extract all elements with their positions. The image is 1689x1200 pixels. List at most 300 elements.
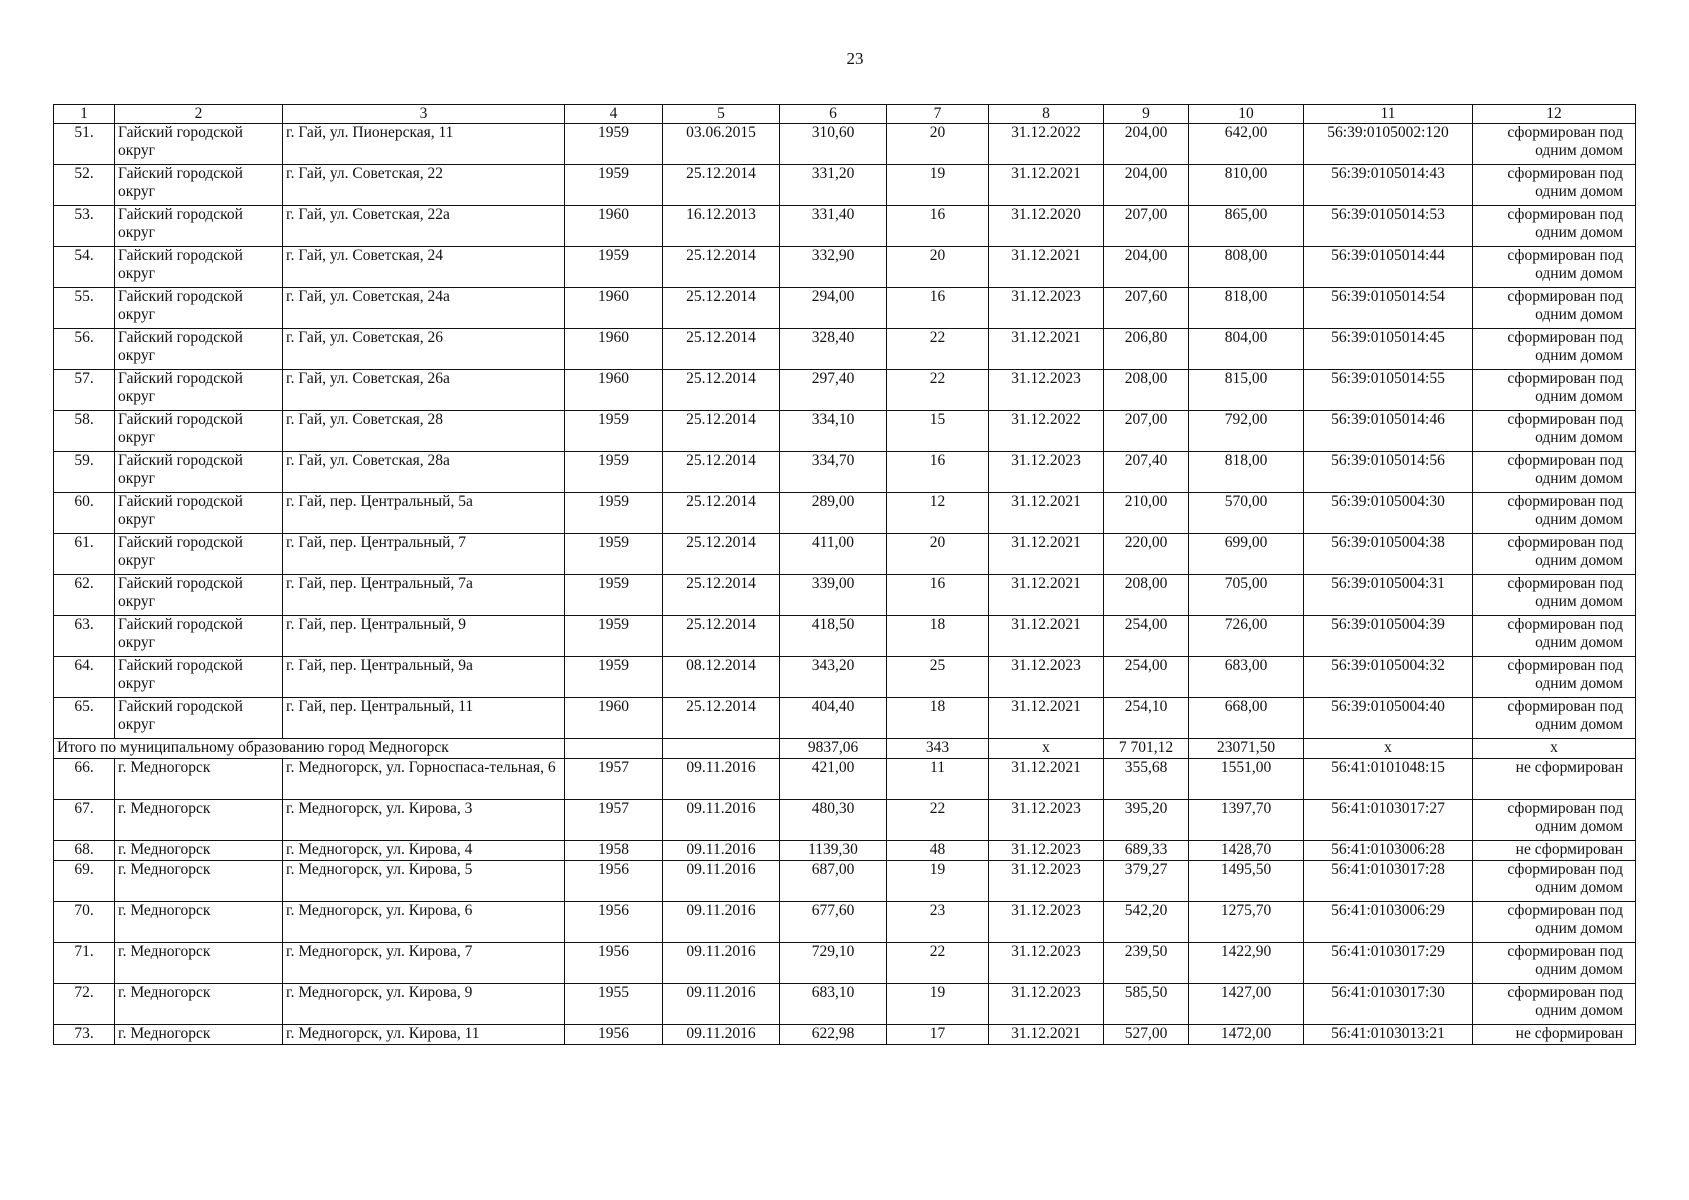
value-10: 1422,90 — [1189, 943, 1304, 984]
address: г. Гай, пер. Центральный, 9а — [283, 657, 565, 698]
row-number: 69. — [54, 861, 115, 902]
emergency-date: 09.11.2016 — [663, 943, 780, 984]
land-status-line: одним домом — [1535, 265, 1623, 282]
value-10: 1428,70 — [1189, 841, 1304, 861]
land-status — [1473, 206, 1636, 247]
land-status — [1473, 165, 1636, 206]
build-year: 1959 — [565, 124, 663, 165]
municipality: Гайский городской округ — [115, 247, 283, 288]
address: г. Медногорск, ул. Кирова, 3 — [283, 800, 565, 841]
resettlement-deadline: 31.12.2021 — [989, 329, 1104, 370]
residents: 23 — [887, 902, 989, 943]
cadastral-number: 56:39:0105004:39 — [1304, 616, 1473, 657]
land-status-line: одним домом — [1535, 593, 1623, 610]
value-10: 1275,70 — [1189, 902, 1304, 943]
address: г. Гай, ул. Советская, 28 — [283, 411, 565, 452]
total-area: 9837,06 — [780, 739, 887, 759]
area: 334,70 — [780, 452, 887, 493]
emergency-date: 25.12.2014 — [663, 288, 780, 329]
cadastral-number: 56:41:0103017:29 — [1304, 943, 1473, 984]
build-year: 1959 — [565, 165, 663, 206]
land-status-line: сформирован под — [1507, 800, 1623, 817]
emergency-date: 25.12.2014 — [663, 698, 780, 739]
resettlement-deadline: 31.12.2023 — [989, 370, 1104, 411]
resettlement-deadline: 31.12.2023 — [989, 657, 1104, 698]
municipality: Гайский городской округ — [115, 452, 283, 493]
municipality: г. Медногорск — [115, 841, 283, 861]
land-status — [1473, 759, 1636, 800]
value-10: 705,00 — [1189, 575, 1304, 616]
table-row — [54, 329, 1636, 370]
municipality: Гайский городской округ — [115, 575, 283, 616]
land-status-line: одним домом — [1535, 716, 1623, 733]
value-10: 818,00 — [1189, 288, 1304, 329]
value-10: 808,00 — [1189, 247, 1304, 288]
build-year: 1960 — [565, 329, 663, 370]
area: 328,40 — [780, 329, 887, 370]
value-9: 204,00 — [1104, 165, 1189, 206]
row-number: 62. — [54, 575, 115, 616]
table-row — [54, 800, 1636, 841]
value-9: 208,00 — [1104, 370, 1189, 411]
total-year — [565, 739, 663, 759]
value-10: 1551,00 — [1189, 759, 1304, 800]
resettlement-deadline: 31.12.2023 — [989, 800, 1104, 841]
cadastral-number: 56:39:0105014:53 — [1304, 206, 1473, 247]
land-status — [1473, 984, 1636, 1025]
emergency-date: 09.11.2016 — [663, 984, 780, 1025]
column-header-8: 8 — [989, 105, 1104, 124]
cadastral-number: 56:39:0105014:55 — [1304, 370, 1473, 411]
land-status — [1473, 329, 1636, 370]
build-year: 1956 — [565, 861, 663, 902]
land-status — [1473, 452, 1636, 493]
table-row — [54, 1025, 1636, 1045]
value-9: 379,27 — [1104, 861, 1189, 902]
value-10: 683,00 — [1189, 657, 1304, 698]
resettlement-deadline: 31.12.2021 — [989, 759, 1104, 800]
table-row — [54, 902, 1636, 943]
column-number-row — [54, 105, 1636, 124]
row-number: 63. — [54, 616, 115, 657]
residents: 16 — [887, 452, 989, 493]
address: г. Гай, пер. Центральный, 7 — [283, 534, 565, 575]
address: г. Медногорск, ул. Кирова, 6 — [283, 902, 565, 943]
land-status — [1473, 575, 1636, 616]
land-status-line: сформирован под — [1507, 452, 1623, 469]
table-row — [54, 165, 1636, 206]
emergency-date: 25.12.2014 — [663, 616, 780, 657]
cadastral-number: 56:39:0105004:38 — [1304, 534, 1473, 575]
table-row — [54, 124, 1636, 165]
value-9: 207,00 — [1104, 206, 1189, 247]
resettlement-deadline: 31.12.2022 — [989, 411, 1104, 452]
value-10: 865,00 — [1189, 206, 1304, 247]
value-9: 542,20 — [1104, 902, 1189, 943]
residents: 20 — [887, 534, 989, 575]
total-cadastral: х — [1304, 739, 1473, 759]
row-number: 64. — [54, 657, 115, 698]
total-label: Итого по муниципальному образованию город Медногорск — [54, 739, 565, 759]
residents: 19 — [887, 165, 989, 206]
land-status-line: сформирован под — [1507, 698, 1623, 715]
value-9: 210,00 — [1104, 493, 1189, 534]
municipality: г. Медногорск — [115, 984, 283, 1025]
row-number: 55. — [54, 288, 115, 329]
column-header-4: 4 — [565, 105, 663, 124]
total-v9: 7 701,12 — [1104, 739, 1189, 759]
municipality: г. Медногорск — [115, 943, 283, 984]
address: г. Гай, пер. Центральный, 5а — [283, 493, 565, 534]
resettlement-deadline: 31.12.2021 — [989, 165, 1104, 206]
table-row — [54, 534, 1636, 575]
emergency-date: 09.11.2016 — [663, 861, 780, 902]
address: г. Медногорск, ул. Кирова, 5 — [283, 861, 565, 902]
municipality: Гайский городской округ — [115, 370, 283, 411]
table-row — [54, 247, 1636, 288]
municipality: Гайский городской округ — [115, 165, 283, 206]
address: г. Медногорск, ул. Кирова, 7 — [283, 943, 565, 984]
value-9: 207,60 — [1104, 288, 1189, 329]
land-status-line: сформирован под — [1507, 943, 1623, 960]
build-year: 1960 — [565, 206, 663, 247]
row-number: 67. — [54, 800, 115, 841]
value-9: 207,00 — [1104, 411, 1189, 452]
value-10: 570,00 — [1189, 493, 1304, 534]
row-number: 52. — [54, 165, 115, 206]
row-number: 70. — [54, 902, 115, 943]
land-status-line: сформирован под — [1507, 124, 1623, 141]
resettlement-deadline: 31.12.2021 — [989, 534, 1104, 575]
land-status — [1473, 841, 1636, 861]
build-year: 1959 — [565, 247, 663, 288]
land-status-line: одним домом — [1535, 429, 1623, 446]
land-status-line: одним домом — [1535, 511, 1623, 528]
land-status — [1473, 493, 1636, 534]
resettlement-deadline: 31.12.2023 — [989, 861, 1104, 902]
build-year: 1959 — [565, 534, 663, 575]
land-status-line: одним домом — [1535, 470, 1623, 487]
land-status — [1473, 902, 1636, 943]
cadastral-number: 56:41:0103017:28 — [1304, 861, 1473, 902]
land-status-line: не сформирован — [1515, 1025, 1623, 1042]
emergency-date: 09.11.2016 — [663, 1025, 780, 1045]
total-status: х — [1473, 739, 1636, 759]
row-number: 56. — [54, 329, 115, 370]
total-date — [663, 739, 780, 759]
residents: 16 — [887, 288, 989, 329]
row-number: 51. — [54, 124, 115, 165]
cadastral-number: 56:39:0105004:31 — [1304, 575, 1473, 616]
value-10: 1472,00 — [1189, 1025, 1304, 1045]
value-9: 207,40 — [1104, 452, 1189, 493]
municipality: Гайский городской округ — [115, 616, 283, 657]
build-year: 1955 — [565, 984, 663, 1025]
value-9: 254,10 — [1104, 698, 1189, 739]
land-status — [1473, 247, 1636, 288]
resettlement-deadline: 31.12.2021 — [989, 575, 1104, 616]
land-status-line: сформирован под — [1507, 288, 1623, 305]
column-header-2: 2 — [115, 105, 283, 124]
cadastral-number: 56:41:0103017:27 — [1304, 800, 1473, 841]
area: 404,40 — [780, 698, 887, 739]
total-deadline: х — [989, 739, 1104, 759]
land-status-line: сформирован под — [1507, 206, 1623, 223]
emergency-date: 25.12.2014 — [663, 411, 780, 452]
residents: 11 — [887, 759, 989, 800]
cadastral-number: 56:39:0105014:46 — [1304, 411, 1473, 452]
residents: 22 — [887, 943, 989, 984]
municipality: г. Медногорск — [115, 800, 283, 841]
resettlement-deadline: 31.12.2021 — [989, 616, 1104, 657]
value-9: 208,00 — [1104, 575, 1189, 616]
land-status-line: не сформирован — [1515, 841, 1623, 858]
address: г. Гай, ул. Советская, 28а — [283, 452, 565, 493]
municipality: Гайский городской округ — [115, 698, 283, 739]
municipality: г. Медногорск — [115, 759, 283, 800]
resettlement-deadline: 31.12.2023 — [989, 288, 1104, 329]
emergency-date: 16.12.2013 — [663, 206, 780, 247]
cadastral-number: 56:39:0105004:32 — [1304, 657, 1473, 698]
column-header-6: 6 — [780, 105, 887, 124]
resettlement-deadline: 31.12.2021 — [989, 247, 1104, 288]
value-10: 1495,50 — [1189, 861, 1304, 902]
resettlement-deadline: 31.12.2023 — [989, 452, 1104, 493]
column-header-7: 7 — [887, 105, 989, 124]
residents: 22 — [887, 370, 989, 411]
column-header-1: 1 — [54, 105, 115, 124]
build-year: 1960 — [565, 288, 663, 329]
area: 289,00 — [780, 493, 887, 534]
area: 480,30 — [780, 800, 887, 841]
resettlement-deadline: 31.12.2023 — [989, 902, 1104, 943]
land-status — [1473, 1025, 1636, 1045]
emergency-date: 25.12.2014 — [663, 247, 780, 288]
land-status-line: одним домом — [1535, 961, 1623, 978]
table-row — [54, 616, 1636, 657]
table-row — [54, 698, 1636, 739]
residents: 15 — [887, 411, 989, 452]
land-status-line: одним домом — [1535, 634, 1623, 651]
value-9: 395,20 — [1104, 800, 1189, 841]
value-9: 239,50 — [1104, 943, 1189, 984]
land-status-line: одним домом — [1535, 552, 1623, 569]
residents: 20 — [887, 124, 989, 165]
address: г. Медногорск, ул. Кирова, 4 — [283, 841, 565, 861]
area: 1139,30 — [780, 841, 887, 861]
value-9: 355,68 — [1104, 759, 1189, 800]
land-status-line: одним домом — [1535, 347, 1623, 364]
area: 310,60 — [780, 124, 887, 165]
row-number: 60. — [54, 493, 115, 534]
resettlement-deadline: 31.12.2023 — [989, 841, 1104, 861]
cadastral-number: 56:39:0105014:44 — [1304, 247, 1473, 288]
build-year: 1959 — [565, 411, 663, 452]
land-status-line: одним домом — [1535, 183, 1623, 200]
residents: 20 — [887, 247, 989, 288]
address: г. Гай, пер. Центральный, 9 — [283, 616, 565, 657]
table-body — [54, 105, 1636, 1045]
table-row — [54, 984, 1636, 1025]
build-year: 1960 — [565, 698, 663, 739]
value-9: 254,00 — [1104, 657, 1189, 698]
build-year: 1957 — [565, 759, 663, 800]
row-number: 72. — [54, 984, 115, 1025]
value-10: 1397,70 — [1189, 800, 1304, 841]
value-10: 804,00 — [1189, 329, 1304, 370]
value-10: 642,00 — [1189, 124, 1304, 165]
residents: 18 — [887, 616, 989, 657]
table-row — [54, 411, 1636, 452]
land-status-line: одним домом — [1535, 879, 1623, 896]
emergency-date: 25.12.2014 — [663, 575, 780, 616]
municipality: Гайский городской округ — [115, 206, 283, 247]
emergency-date: 25.12.2014 — [663, 370, 780, 411]
municipality: Гайский городской округ — [115, 493, 283, 534]
cadastral-number: 56:39:0105002:120 — [1304, 124, 1473, 165]
land-status-line: сформирован под — [1507, 616, 1623, 633]
build-year: 1959 — [565, 493, 663, 534]
value-9: 204,00 — [1104, 247, 1189, 288]
address: г. Гай, ул. Советская, 24 — [283, 247, 565, 288]
area: 622,98 — [780, 1025, 887, 1045]
value-10: 792,00 — [1189, 411, 1304, 452]
land-status-line: сформирован под — [1507, 247, 1623, 264]
land-status-line: одним домом — [1535, 1002, 1623, 1019]
value-10: 815,00 — [1189, 370, 1304, 411]
address: г. Медногорск, ул. Кирова, 11 — [283, 1025, 565, 1045]
table-row — [54, 288, 1636, 329]
land-status-line: сформирован под — [1507, 861, 1623, 878]
row-number: 59. — [54, 452, 115, 493]
column-header-11: 11 — [1304, 105, 1473, 124]
table-row — [54, 206, 1636, 247]
row-number: 71. — [54, 943, 115, 984]
page-number: 23 — [846, 49, 864, 68]
land-status — [1473, 943, 1636, 984]
land-status-line: одним домом — [1535, 920, 1623, 937]
row-number: 68. — [54, 841, 115, 861]
resettlement-deadline: 31.12.2020 — [989, 206, 1104, 247]
emergency-date: 09.11.2016 — [663, 759, 780, 800]
area: 331,40 — [780, 206, 887, 247]
emergency-date: 09.11.2016 — [663, 841, 780, 861]
resettlement-deadline: 31.12.2021 — [989, 1025, 1104, 1045]
municipality: Гайский городской округ — [115, 329, 283, 370]
land-status — [1473, 800, 1636, 841]
build-year: 1960 — [565, 370, 663, 411]
address: г. Гай, ул. Советская, 26 — [283, 329, 565, 370]
land-status-line: одним домом — [1535, 306, 1623, 323]
area: 411,00 — [780, 534, 887, 575]
address: г. Гай, пер. Центральный, 11 — [283, 698, 565, 739]
build-year: 1956 — [565, 1025, 663, 1045]
land-status-line: сформирован под — [1507, 657, 1623, 674]
land-status-line: сформирован под — [1507, 902, 1623, 919]
value-9: 527,00 — [1104, 1025, 1189, 1045]
cadastral-number: 56:41:0103017:30 — [1304, 984, 1473, 1025]
land-status-line: одним домом — [1535, 818, 1623, 835]
land-status-line: одним домом — [1535, 142, 1623, 159]
land-status-line: сформирован под — [1507, 493, 1623, 510]
table-row — [54, 841, 1636, 861]
table-row — [54, 759, 1636, 800]
area: 687,00 — [780, 861, 887, 902]
land-status — [1473, 698, 1636, 739]
residents: 17 — [887, 1025, 989, 1045]
municipality: Гайский городской округ — [115, 411, 283, 452]
land-status-line: не сформирован — [1515, 759, 1623, 776]
emergency-date: 09.11.2016 — [663, 902, 780, 943]
resettlement-deadline: 31.12.2023 — [989, 984, 1104, 1025]
table-row — [54, 493, 1636, 534]
residents: 22 — [887, 800, 989, 841]
land-status-line: сформирован под — [1507, 370, 1623, 387]
municipality: Гайский городской округ — [115, 288, 283, 329]
residents: 48 — [887, 841, 989, 861]
address: г. Медногорск, ул. Горноспаса-тельная, 6 — [283, 759, 565, 800]
address: г. Гай, ул. Пионерская, 11 — [283, 124, 565, 165]
emergency-date: 25.12.2014 — [663, 452, 780, 493]
area: 294,00 — [780, 288, 887, 329]
build-year: 1956 — [565, 943, 663, 984]
area: 297,40 — [780, 370, 887, 411]
row-number: 65. — [54, 698, 115, 739]
land-status — [1473, 124, 1636, 165]
land-status-line: сформирован под — [1507, 575, 1623, 592]
emergency-date: 03.06.2015 — [663, 124, 780, 165]
table-row — [54, 861, 1636, 902]
table-row — [54, 657, 1636, 698]
address: г. Гай, ул. Советская, 22 — [283, 165, 565, 206]
area: 343,20 — [780, 657, 887, 698]
column-header-3: 3 — [283, 105, 565, 124]
value-9: 689,33 — [1104, 841, 1189, 861]
row-number: 57. — [54, 370, 115, 411]
address: г. Гай, ул. Советская, 24а — [283, 288, 565, 329]
land-status-line: одним домом — [1535, 675, 1623, 692]
land-status — [1473, 616, 1636, 657]
emergency-date: 25.12.2014 — [663, 534, 780, 575]
area: 334,10 — [780, 411, 887, 452]
row-number: 66. — [54, 759, 115, 800]
table-row — [54, 943, 1636, 984]
total-people: 343 — [887, 739, 989, 759]
column-header-9: 9 — [1104, 105, 1189, 124]
value-9: 220,00 — [1104, 534, 1189, 575]
cadastral-number: 56:39:0105004:30 — [1304, 493, 1473, 534]
residents: 19 — [887, 861, 989, 902]
cadastral-number: 56:41:0103006:29 — [1304, 902, 1473, 943]
land-status-line: сформирован под — [1507, 329, 1623, 346]
build-year: 1959 — [565, 657, 663, 698]
column-header-10: 10 — [1189, 105, 1304, 124]
residents: 25 — [887, 657, 989, 698]
cadastral-number: 56:41:0103013:21 — [1304, 1025, 1473, 1045]
build-year: 1959 — [565, 616, 663, 657]
value-10: 818,00 — [1189, 452, 1304, 493]
land-status — [1473, 411, 1636, 452]
value-9: 254,00 — [1104, 616, 1189, 657]
area: 677,60 — [780, 902, 887, 943]
land-status — [1473, 288, 1636, 329]
residents: 12 — [887, 493, 989, 534]
value-9: 204,00 — [1104, 124, 1189, 165]
emergency-date: 09.11.2016 — [663, 800, 780, 841]
municipality: г. Медногорск — [115, 1025, 283, 1045]
land-status — [1473, 370, 1636, 411]
row-number: 54. — [54, 247, 115, 288]
